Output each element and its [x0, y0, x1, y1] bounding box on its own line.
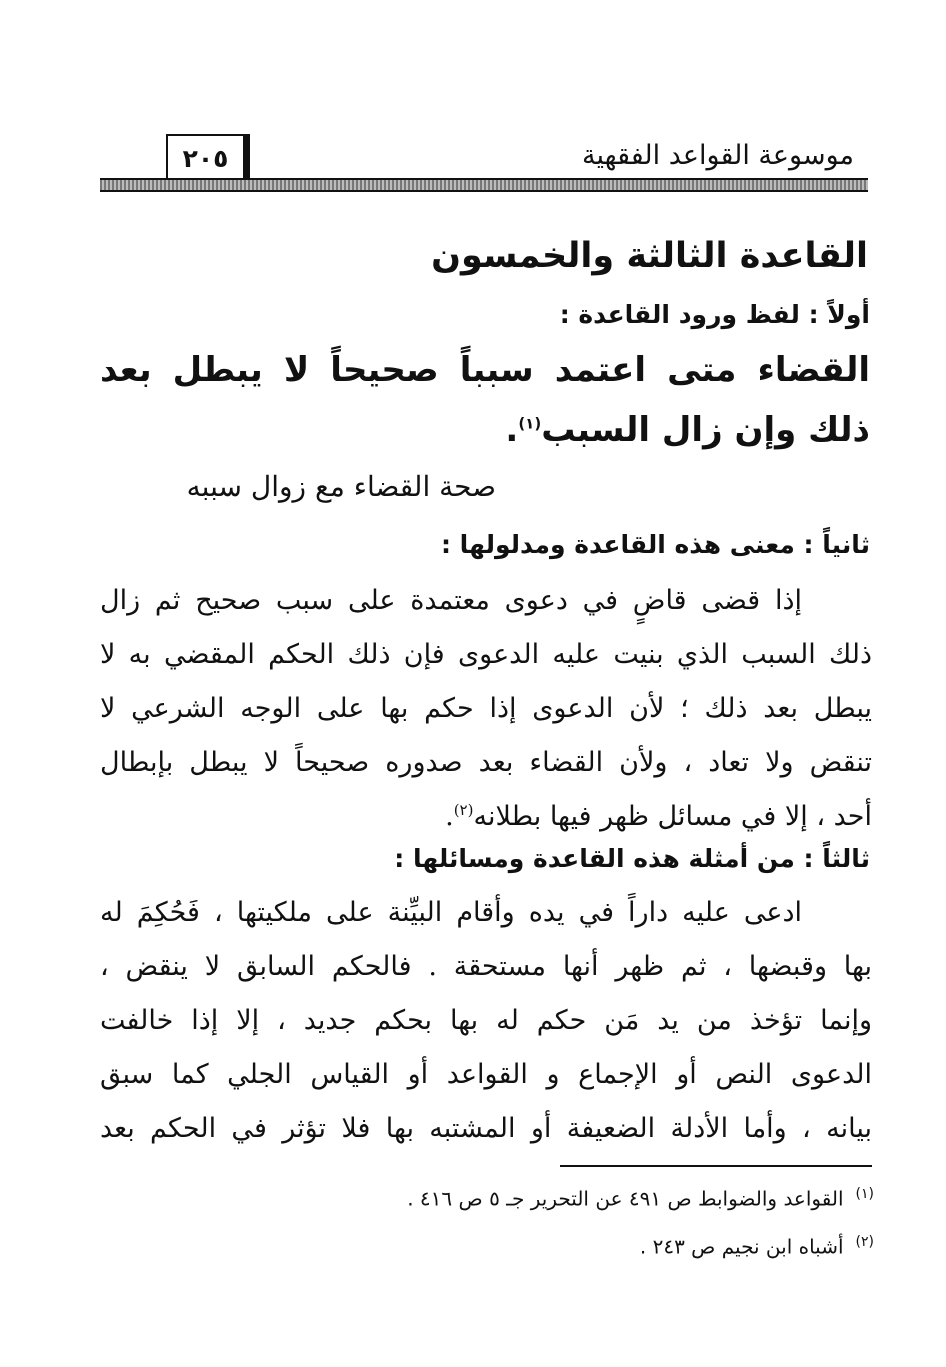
section-heading-wording: أولاً : لفظ ورود القاعدة : [559, 300, 870, 329]
footnote-ref-1[interactable]: (١) [518, 414, 542, 433]
running-header-title: موسوعة القواعد الفقهية [582, 140, 854, 171]
footnote-1 [407, 1186, 874, 1211]
example-line: ادعى عليه داراً في يده وأقام البيِّنة على ملكيتها ، فَحُكِمَ له [100, 897, 802, 928]
meaning-line-end: . [445, 801, 454, 832]
example-line: وإنما تؤخذ من يد مَن حكم له بها بحكم جديد ، إلا إذا خالفت [100, 1005, 872, 1036]
section-heading-examples: ثالثاً : من أمثلة هذه القاعدة ومسائلها : [394, 844, 870, 873]
rule-statement-line-2 [505, 410, 870, 450]
example-line: بها وقبضها ، ثم ظهر أنها مستحقة . فالحكم السابق لا ينقض ، [100, 951, 872, 982]
footnote-ref-2[interactable]: (٢) [453, 801, 474, 819]
rule-subtitle: صحة القضاء مع زوال سببه [186, 470, 496, 503]
footnote-marker: (١) [855, 1186, 874, 1202]
meaning-line-last [100, 790, 872, 844]
rule-statement-line-1: القضاء متى اعتمد سبباً صحيحاً لا يبطل بعد [100, 350, 870, 390]
page-number-box [166, 134, 250, 182]
meaning-line: تنقض ولا تعاد ، ولأن القضاء بعد صدوره صحيحاً لا يبطل بإبطال [100, 747, 872, 778]
meaning-line: إذا قضى قاضٍ في دعوى معتمدة على سبب صحيح ثم زال [100, 585, 802, 616]
footnote-2 [640, 1234, 874, 1259]
footnote-text: القواعد والضوابط ص ٤٩١ عن التحرير جـ ٥ ص ٤١٦ . [407, 1186, 844, 1211]
example-line: الدعوى النص أو الإجماع و القواعد أو القياس الجلي كما سبق [100, 1059, 872, 1090]
footnote-text: أشباه ابن نجيم ص ٢٤٣ . [639, 1234, 844, 1259]
rule-title: القاعدة الثالثة والخمسون [431, 236, 868, 276]
header-rule [100, 178, 868, 192]
footnote-separator [560, 1165, 872, 1167]
meaning-paragraph [100, 574, 872, 844]
meaning-line: يبطل بعد ذلك ؛ لأن الدعوى إذا حكم بها على الوجه الشرعي لا [100, 693, 872, 724]
rule-statement-text: ذلك وإن زال السبب [541, 410, 870, 450]
page-number: ٢٠٥ [182, 143, 229, 173]
example-line: بيانه ، وأما الأدلة الضعيفة أو المشتبه بها فلا تؤثر في الحكم بعد [100, 1113, 872, 1144]
rule-statement-end: . [505, 410, 519, 450]
examples-paragraph [100, 886, 872, 1156]
footnote-marker: (٢) [855, 1234, 874, 1250]
meaning-line-text: أحد ، إلا في مسائل ظهر فيها بطلانه [473, 801, 872, 832]
section-heading-meaning: ثانياً : معنى هذه القاعدة ومدلولها : [440, 530, 870, 559]
meaning-line: ذلك السبب الذي بنيت عليه الدعوى فإن ذلك الحكم المقضي به لا [100, 639, 872, 670]
